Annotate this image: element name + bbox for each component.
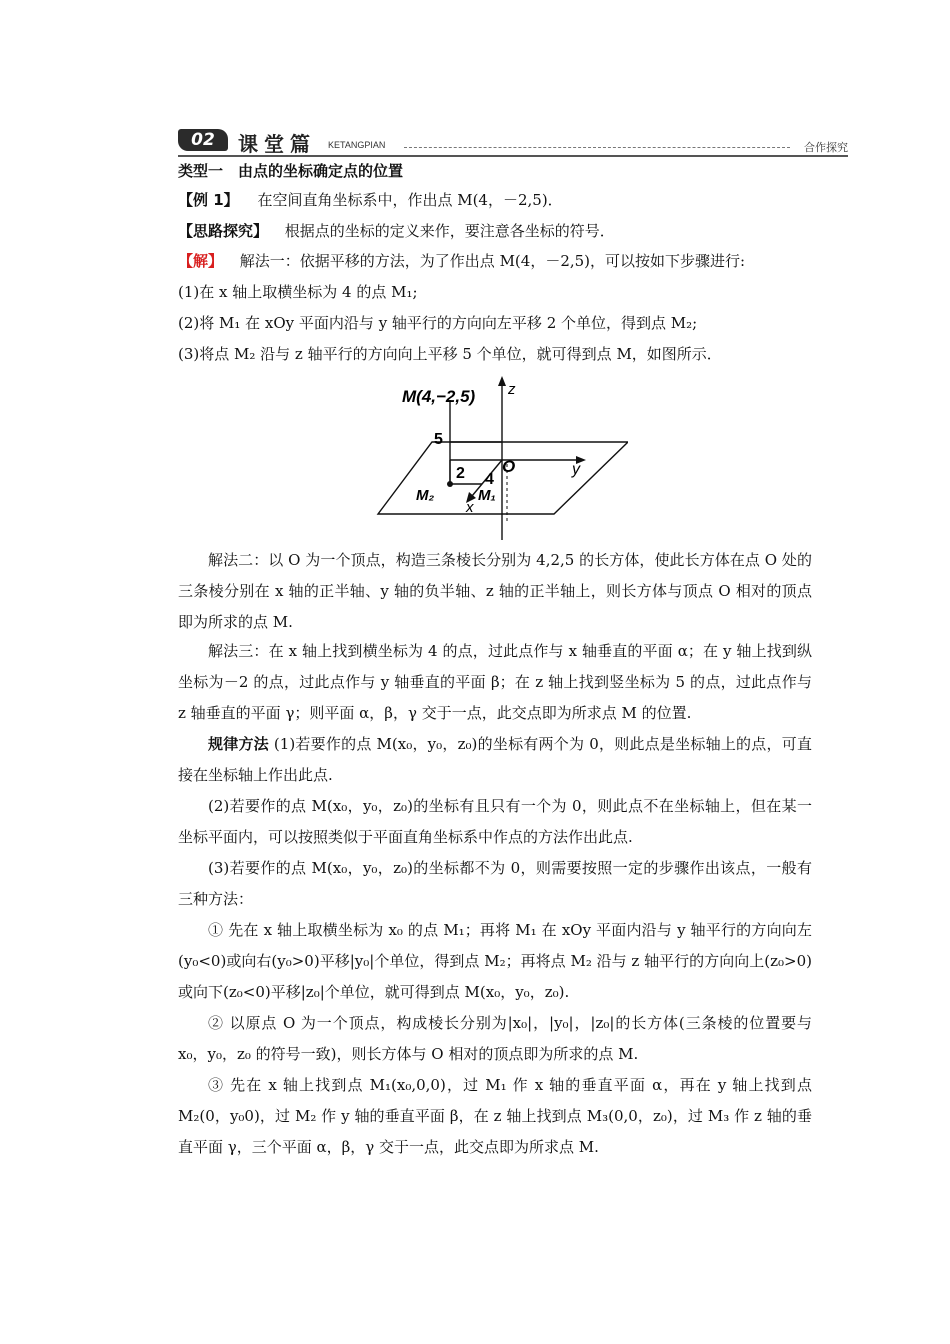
rules-title: 规律方法	[208, 735, 269, 753]
rules-c3: ③ 先在 x 轴上找到点 M₁(x₀,0,0)，过 M₁ 作 x 轴的垂直平面 α，再在 y 轴上找到点 M₂(0，y₀0)，过 M₂ 作 y 轴的垂直平面 β，在 z 轴上找到点 M₃(0,0，z₀)，过 M₃ 作 z 轴的垂直平面 γ，三个平面 α，β，γ 交于一点，此交点即为所求点 M.	[178, 1076, 812, 1156]
thinking-text: 根据点的坐标的定义来作，要注意各坐标的符号．	[284, 222, 615, 240]
method1-intro: 解法一：依据平移的方法，为了作出点 M(4，－2,5)，可以按如下步骤进行:	[239, 252, 746, 270]
example-label: 【例 1】	[178, 191, 239, 209]
m1-label: M₁	[478, 487, 496, 504]
type-heading: 类型一 由点的坐标确定点的位置	[178, 162, 404, 180]
header-rule	[178, 155, 848, 157]
solution-label: 【解】	[178, 252, 224, 270]
point-label: M(4,−2,5)	[402, 387, 476, 406]
example-text: 在空间直角坐标系中，作出点 M(4，－2,5)．	[257, 191, 563, 209]
section-header	[178, 128, 848, 158]
thinking-label: 【思路探究】	[178, 222, 269, 240]
coordinate-figure	[372, 372, 628, 540]
header-dashed-line	[404, 147, 790, 148]
step-1: (1)在 x 轴上取横坐标为 4 的点 M₁;	[178, 283, 418, 301]
section-title: 课堂篇	[238, 132, 316, 156]
section-subtitle: KETANGPIAN	[328, 140, 386, 150]
z-arrow	[498, 376, 506, 386]
two-label: 2	[456, 465, 465, 482]
rules-p1-text: (1)若要作的点 M(x₀，y₀，z₀)的坐标有两个为 0，则此点是坐标轴上的点，可直接在坐标轴上作出此点.	[178, 735, 812, 784]
section-tag: 合作探究	[804, 141, 848, 154]
x-label: x	[466, 499, 474, 516]
step-2: (2)将 M₁ 在 xOy 平面内沿与 y 轴平行的方向向左平移 2 个单位，得到点 M₂;	[178, 314, 698, 332]
step-3: (3)将点 M₂ 沿与 z 轴平行的方向向上平移 5 个单位，就可得到点 M，如图所示．	[178, 345, 722, 363]
rules-c1: ① 先在 x 轴上取横坐标为 x₀ 的点 M₁；再将 M₁ 在 xOy 平面内沿与 y 轴平行的方向向左(y₀<0)或向右(y₀>0)平移|y₀|个单位，得到点 M₂；再将点 M₂ 沿与 z 轴平行的方向向上(z₀>0)或向下(z₀<0)平移|z₀|个单位，就可得到点 M(x₀，y₀，z₀).	[178, 921, 812, 1001]
rules-p3: (3)若要作的点 M(x₀，y₀，z₀)的坐标都不为 0，则需要按照一定的步骤作出该点，一般有三种方法：	[178, 859, 812, 908]
y-label: y	[572, 461, 580, 478]
section-badge: 02	[178, 129, 228, 151]
origin-label: O	[502, 457, 516, 476]
thinking-line	[178, 220, 615, 242]
method-3: 解法三：在 x 轴上找到横坐标为 4 的点，过此点作与 x 轴垂直的平面 α；在 y 轴上找到纵坐标为－2 的点，过此点作与 y 轴垂直的平面 β；在 z 轴上找到竖坐标为 5 的点，过此点作与 z 轴垂直的平面 γ；则平面 α，β，γ 交于一点，此交点即为所求点 M 的位置.	[178, 642, 812, 722]
m2-point	[447, 481, 453, 487]
z-label: z	[508, 381, 516, 398]
four-label: 4	[485, 471, 494, 488]
m2-label: M₂	[416, 487, 435, 504]
rules-p2: (2)若要作的点 M(x₀，y₀，z₀)的坐标有且只有一个为 0，则此点不在坐标轴上，但在某一坐标平面内，可以按照类似于平面直角坐标系中作点的方法作出此点.	[178, 797, 812, 846]
solution-line	[178, 250, 745, 272]
rules-c2: ② 以原点 O 为一个顶点，构成棱长分别为|x₀|，|y₀|，|z₀|的长方体(三条棱的位置要与 x₀，y₀，z₀ 的符号一致)，则长方体与 O 相对的顶点即为所求的点 M.	[178, 1014, 812, 1063]
rules-p1	[178, 729, 812, 791]
five-label: 5	[434, 431, 443, 448]
method-2: 解法二：以 O 为一个顶点，构造三条棱长分别为 4,2,5 的长方体，使此长方体在点 O 处的三条棱分别在 x 轴的正半轴、y 轴的负半轴、z 轴的正半轴上，则长方体与顶点 O 相对的顶点即为所求的点 M.	[178, 551, 812, 631]
example-line	[178, 189, 563, 211]
